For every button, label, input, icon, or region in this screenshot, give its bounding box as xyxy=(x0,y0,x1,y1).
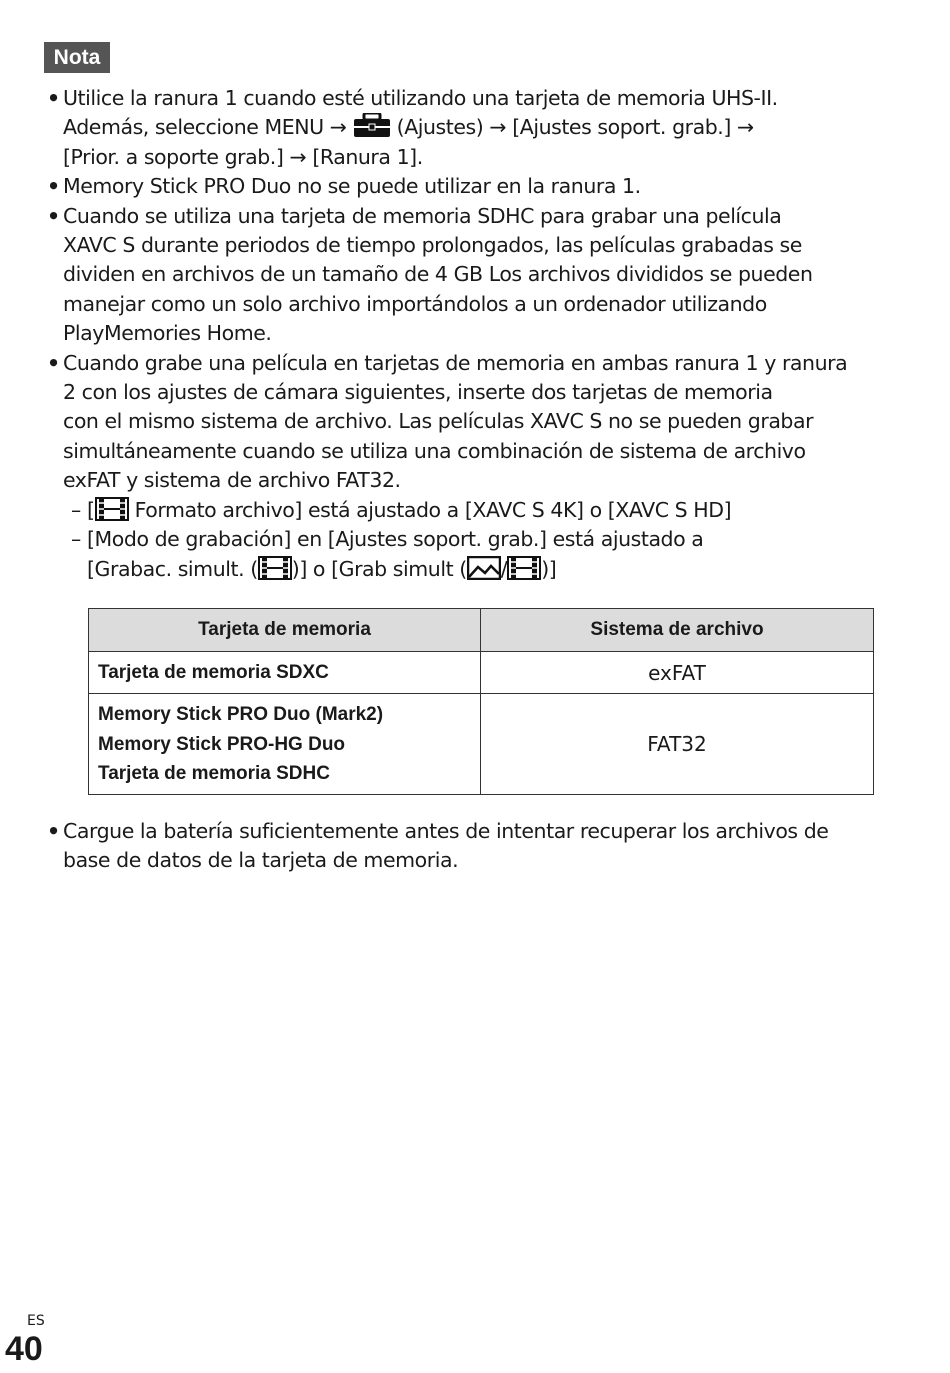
bullet4-line: exFAT y sistema de archivo FAT32. xyxy=(63,468,401,493)
bullet5-line: base de datos de la tarjeta de memoria. xyxy=(63,848,459,873)
file-system-cell: FAT32 xyxy=(481,694,874,795)
setting-value: [Ranura 1]. xyxy=(312,144,423,169)
movie-film-icon xyxy=(507,556,541,580)
setting-name: [Ajustes soport. grab.] xyxy=(512,115,731,140)
language-code: ES xyxy=(27,1313,45,1329)
bullet-mark: • xyxy=(47,350,60,375)
table-header-row xyxy=(89,609,874,652)
setting-name: [Prior. a soporte grab.] xyxy=(63,144,284,169)
list-item xyxy=(47,202,883,349)
memory-card-name: Memory Stick PRO Duo (Mark2) xyxy=(98,704,384,725)
sub-item xyxy=(47,496,883,525)
sub-item xyxy=(47,525,883,584)
arrow: → xyxy=(736,115,754,140)
list-item xyxy=(47,84,883,172)
bullet1-line3 xyxy=(63,143,883,172)
table-row xyxy=(89,694,874,795)
column-header: Sistema de archivo xyxy=(481,609,874,652)
arrow: → xyxy=(329,115,347,140)
bullet2-text: Memory Stick PRO Duo no se puede utilizar en la ranura 1. xyxy=(63,174,641,199)
dash-mark: – xyxy=(71,527,81,552)
bullet3-line: Cuando se utiliza una tarjeta de memoria SDHC para grabar una película xyxy=(63,203,782,228)
dash-mark: – xyxy=(71,497,81,522)
still-image-icon xyxy=(467,556,501,580)
slash: / xyxy=(500,556,508,581)
memory-card-cell xyxy=(89,694,481,795)
note-list xyxy=(47,84,883,584)
list-item xyxy=(47,349,883,496)
list-item xyxy=(47,172,883,201)
bullet-mark: • xyxy=(47,819,60,843)
arrow: → xyxy=(289,144,307,169)
bullet-mark: • xyxy=(47,86,60,110)
movie-film-icon xyxy=(95,497,129,521)
bullet4-line: 2 con los ajustes de cámara siguientes, inserte dos tarjetas de memoria xyxy=(63,380,773,405)
sub1-text: Formato archivo] está ajustado a [XAVC S 4K] o [XAVC S HD] xyxy=(128,497,732,522)
settings-text: (Ajustes) xyxy=(396,115,484,140)
note-list-continued xyxy=(47,817,883,876)
memory-card-name: Memory Stick PRO-HG Duo xyxy=(98,733,346,755)
sub2-line1: [Modo de grabación] en [Ajustes soport. grab.] está ajustado a xyxy=(87,527,704,552)
bracket: [ xyxy=(87,497,95,522)
memory-card-name: Tarjeta de memoria SDXC xyxy=(98,662,329,684)
bullet4-line: con el mismo sistema de archivo. Las películas XAVC S no se pueden grabar xyxy=(63,409,814,434)
bullet3-line: dividen en archivos de un tamaño de 4 GB Los archivos divididos se pueden xyxy=(63,262,813,287)
bullet4-line: Cuando grabe una película en tarjetas de memoria en ambas ranura 1 y ranura xyxy=(63,350,848,375)
bullet1-line2 xyxy=(63,113,883,142)
file-system-cell: exFAT xyxy=(481,652,874,694)
sub2-line2 xyxy=(87,555,883,584)
sub1-line xyxy=(87,496,883,525)
bullet3-line: XAVC S durante periodos de tiempo prolongados, las películas grabadas se xyxy=(63,233,802,258)
file-system-table xyxy=(88,608,874,795)
sub2-text: [Grabac. simult. ( xyxy=(87,556,258,581)
bullet3-line: PlayMemories Home. xyxy=(63,321,272,346)
list-item xyxy=(47,817,883,876)
column-header: Tarjeta de memoria xyxy=(89,609,481,652)
bullet-mark: • xyxy=(47,203,60,228)
bullet5-line: Cargue la batería suficientemente antes de intentar recuperar los archivos de xyxy=(63,819,829,843)
sub2-text: )] o [Grab simult ( xyxy=(291,556,467,581)
menu-text: Además, seleccione MENU xyxy=(63,115,324,140)
memory-card-cell xyxy=(89,652,481,694)
memory-card-name: Tarjeta de memoria SDHC xyxy=(98,763,330,784)
bullet4-line: simultáneamente cuando se utiliza una combinación de sistema de archivo xyxy=(63,438,806,463)
bullet3-line: manejar como un solo archivo importándolos a un ordenador utilizando xyxy=(63,291,767,316)
bullet1-line1: Utilice la ranura 1 cuando esté utilizando una tarjeta de memoria UHS-II. xyxy=(63,86,778,110)
toolbox-icon xyxy=(353,113,391,138)
sub2-text: )] xyxy=(541,556,557,581)
arrow: → xyxy=(489,115,507,140)
bullet-mark: • xyxy=(47,174,60,199)
table-row xyxy=(89,652,874,694)
movie-film-icon xyxy=(258,556,292,580)
note-label: Nota xyxy=(44,42,110,73)
page-number: 40 xyxy=(5,1330,43,1368)
